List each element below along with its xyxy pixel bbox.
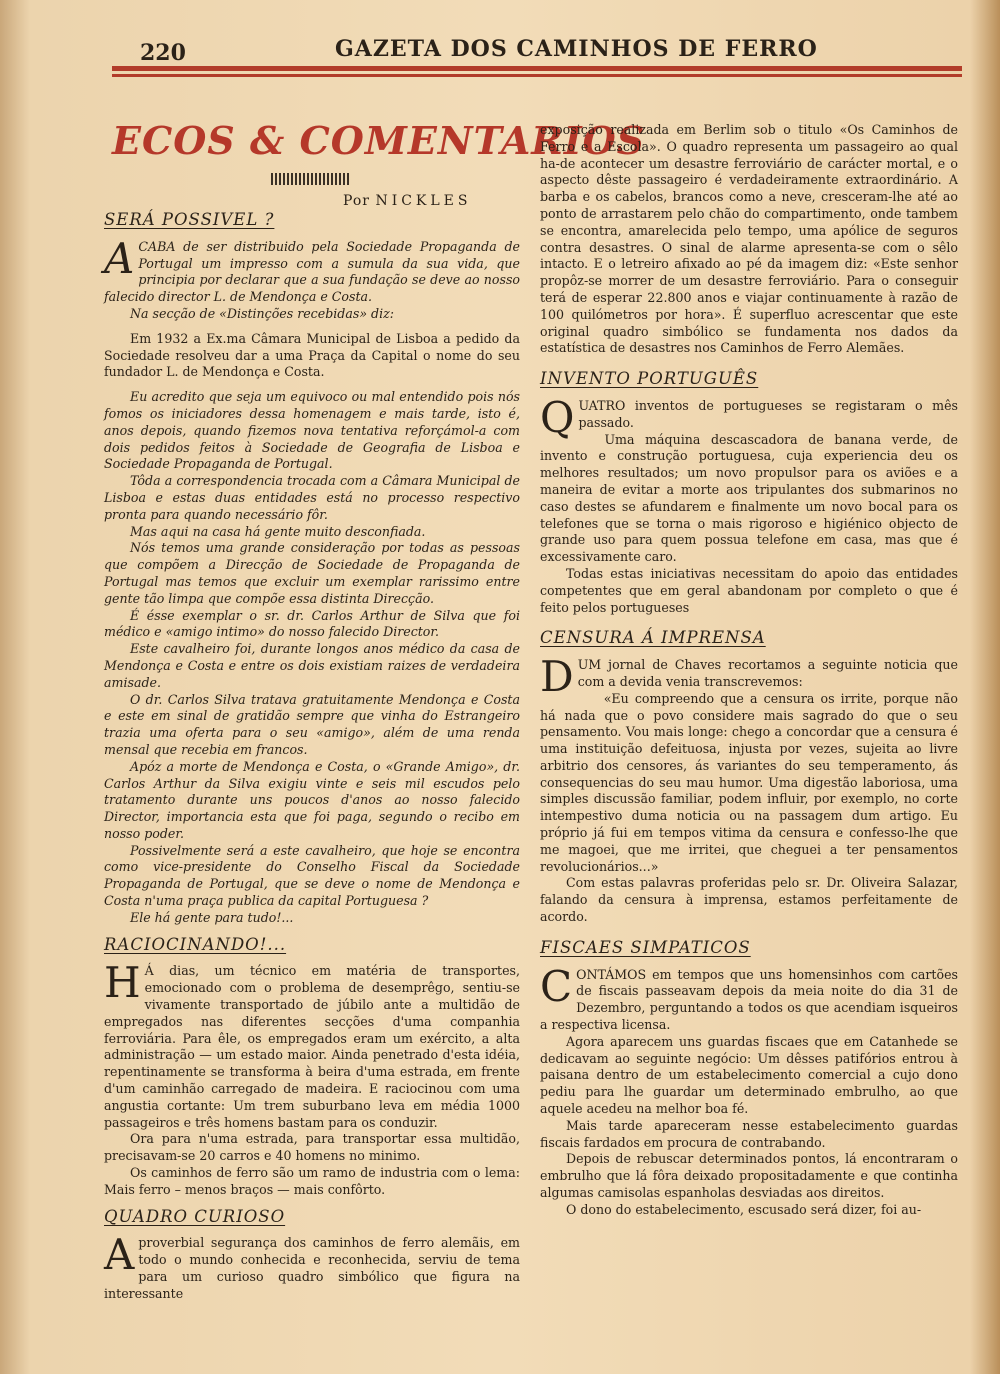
paragraph: Agora aparecem uns guardas fiscaes que em Catanhede se dedicavam ao seguinte negócio: Um dêsses patifórios entrou à paisana dentro de um estabelecimento comercial a cujo dono pediu para lhe guardar um determinado embrulho, ao que aquele acedeu na melhor boa fé. (540, 1033, 958, 1117)
paragraph: exposição realizada em Berlim sob o titulo «Os Caminhos de Ferro e a Escola». O quadro representa um passageiro ao qual ha-de acontecer um desastre ferroviário de carácter mortal, e o aspecto dêste passageiro é verdadeiramente extraordinário. A barba e os cabelos, brancos como a neve, cresceram-lhe até ao ponto de arrastarem pelo chão do compartimento, onde tambem se encontra, amarelecida pelo tempo, uma apólice de seguros contra desastres. O sinal de alarme apresenta-se com o sêlo intacto. E o letreiro afixado ao pé da imagem diz: «Este senhor propôz-se morrer de um desastre ferroviário. Para o conseguir terá de esperar 22.800 anos e viajar continuamente à razão de 100 quilómetros por hora». É superfluo acrescentar que este original quadro simbólico se fundamenta nos dados da estatística de desastres nos Caminhos de Ferro Alemães. (540, 122, 958, 356)
drop-cap: C (540, 961, 573, 1011)
article-title: QUADRO CURIOSO (104, 1206, 286, 1226)
article-title: INVENTO PORTUGUÊS (540, 369, 759, 389)
article-title: SERÁ POSSIVEL ? (104, 210, 275, 229)
journal-title: GAZETA DOS CAMINHOS DE FERRO (335, 36, 818, 62)
paragraph: Apóz a morte de Mendonça e Costa, o «Grande Amigo», dr. Carlos Arthur da Silva exigiu vinte e seis mil escudos pelo tratamento durante uns poucos d'anos ao nosso falecido Director, importancia esta que foi paga, segundo o recibo em nosso poder. (104, 758, 520, 841)
header-rule (112, 66, 962, 71)
paragraph: Aproverbial segurança dos caminhos de ferro alemãis, em todo o mundo conhecida e reconhecida, serviu de tema para um curioso quadro simbólico que figura na interessante (104, 1230, 520, 1301)
paragraph: Com estas palavras proferidas pelo sr. Dr. Oliveira Salazar, falando da censura à imprensa, estamos perfeitamente de acordo. (540, 875, 958, 925)
paragraph: É ésse exemplar o sr. dr. Carlos Arthur de Silva que foi médico e «amigo intimo» do nosso falecido Director. (104, 607, 520, 640)
paragraph: Os caminhos de ferro são um ramo de industria com o lema: Mais ferro – menos braços — mais confôrto. (104, 1165, 520, 1197)
page-number: 220 (140, 40, 186, 66)
drop-cap: D (540, 652, 574, 702)
paragraph: Tôda a correspondencia trocada com a Câmara Municipal de Lisboa e estas duas entidades está no processo respectivo pronta para quando necessário fôr. (104, 473, 520, 522)
byline-prefix: Por (343, 193, 370, 209)
paragraph: O dr. Carlos Silva tratava gratuitamente Mendonça e Costa e este em sinal de gratidão sempre que vinha do Estrangeiro trazia uma oferta para o seu «amigo», além de uma renda mensal que recebia em francos. (104, 691, 520, 757)
paragraph: Depois de rebuscar determinados pontos, lá encontraram o embrulho que lá fôra deixado propositadamente e que continha algumas camisolas espanholas desviadas aos direitos. (540, 1151, 958, 1201)
right-column (540, 122, 958, 1219)
paragraph: Mais tarde apareceram nesse estabelecimento guardas fiscais fardados em procura de contrabando. (540, 1117, 958, 1150)
byline (343, 193, 472, 209)
paragraph: DUM jornal de Chaves recortamos a seguinte noticia que com a devida venia transcrevemos: (540, 652, 958, 702)
paragraph: Na secção de «Distinções recebidas» diz: (130, 305, 394, 321)
left-column (104, 212, 520, 1303)
article-title: CENSURA Á IMPRENSA (540, 628, 766, 648)
paragraph: Todas estas iniciativas necessitam do apoio das entidades competentes que em geral abandonam por completo o que é feito pelos portugueses (540, 565, 958, 615)
paragraph: Uma máquina descascadora de banana verde, de invento e construção portuguesa, cuja experiencia deu os melhores resultados; um novo propulsor para os aviões e a maneira de evitar a morte aos tripulantes dos submarinos no caso destes se afundarem e finalmente um novo bocal para os telefones que se torna o mais rigoroso e higiénico objecto de grande uso para quem possua telefone em casa, mas que é excessivamente caro. (540, 431, 958, 565)
paragraph: QUATRO inventos de portugueses se registaram o mês passado. (540, 392, 958, 442)
paragraph: ACABA de ser distribuido pela Sociedade Propaganda de Portugal um impresso com a sumula da sua vida, que principia por declarar que a sua fundação se deve ao nosso falecido director L. de Mendonça e Costa. (104, 233, 520, 305)
drop-cap: A (104, 1230, 135, 1280)
drop-cap: H (104, 958, 141, 1008)
header-rule-thin (112, 74, 962, 77)
article-title: RACIOCINANDO!... (104, 934, 287, 954)
paragraph: Em 1932 a Ex.ma Câmara Municipal de Lisboa a pedido da Sociedade resolveu dar a uma Praça da Capital o nome do seu fundador L. de Mendonça e Costa. (104, 330, 520, 380)
drop-cap: Q (540, 392, 575, 442)
paragraph: Eu acredito que seja um equivoco ou mal entendido pois nós fomos os iniciadores dessa homenagem e mais tarde, isto é, anos depois, quando fizemos nova tentativa reforçámol-a com dois pedidos feitos à Sociedade de Geografia de Lisboa e Sociedade Propaganda de Portugal. (104, 389, 520, 472)
paragraph: Nós temos uma grande consideração por todas as pessoas que compõem a Direcção de Sociedade de Propaganda de Portugal mas temos que excluir um exemplar rarissimo entre gente tão limpa que compõe essa distinta Direcção. (104, 540, 520, 606)
byline-author: NICKLES (375, 193, 472, 209)
paragraph: Ora para n'uma estrada, para transportar essa multidão, precisavam-se 20 carros e 40 homens no minimo. (104, 1131, 520, 1164)
paragraph: Possivelmente será a este cavalheiro, que hoje se encontra como vice-presidente do Conselho Fiscal da Sociedade Propaganda de Portugal, que se deve o nome de Mendonça e Costa n'uma praça publica da capital Portuguesa ? (104, 842, 520, 909)
ornament (271, 173, 351, 185)
drop-cap: A (104, 233, 135, 283)
paragraph: Mas aqui na casa há gente muito desconfiada. (130, 523, 426, 539)
paragraph: «Eu compreendo que a censura os irrite, porque não há nada que o povo considere mais sagrado do que o seu pensamento. Vou mais longe: chego a concordar que a censura é uma instituição defeituosa, injusta por vezes, sujeita ao livre arbitrio dos censores, ás variantes do seu temperamento, ás consequencias do seu mau humor. Uma digestão laboriosa, uma simples discussão familiar, podem influir, por exemplo, no corte intempestivo duma noticia ou na passagem dum artigo. Eu próprio já fui em tempos vitima da censura e confesso-lhe que me magoei, que me irritei, que cheguei a ter pensamentos revolucionários...» (540, 690, 958, 874)
paragraph: H Á dias, um técnico em matéria de transportes, emocionado com o problema de desemprêgo, sentiu-se vivamente transportado de júbilo ante a multidão de empregados nas diferentes secções d'uma companhia ferroviária. Para êle, os empregados eram um exército, a alta administração — um estado maior. Ainda penetrado d'esta idéia, repentinamente se transforma à beira d'uma estrada, em frente d'um caminhão carregado de madeira. E raciocinou com uma angustia cortante: Um trem suburbano leva em média 1000 passageiros e três homens bastam para os conduzir. (104, 958, 520, 1130)
article-title: FISCAES SIMPATICOS (540, 937, 751, 957)
paragraph: Ele há gente para tudo!... (130, 909, 294, 925)
section-title: ECOS & COMENTARIOS (112, 118, 646, 163)
paragraph: Este cavalheiro foi, durante longos anos médico da casa de Mendonça e Costa e entre os dois existiam raizes de verdadeira amisade. (104, 641, 520, 690)
paragraph: O dono do estabelecimento, escusado será dizer, foi au- (566, 1201, 922, 1217)
paragraph: CONTÁMOS em tempos que uns homensinhos com cartões de fiscais passeavam depois da meia noite do dia 31 de Dezembro, perguntando a todos os que acendiam isqueiros a respectiva licensa. (540, 961, 958, 1033)
